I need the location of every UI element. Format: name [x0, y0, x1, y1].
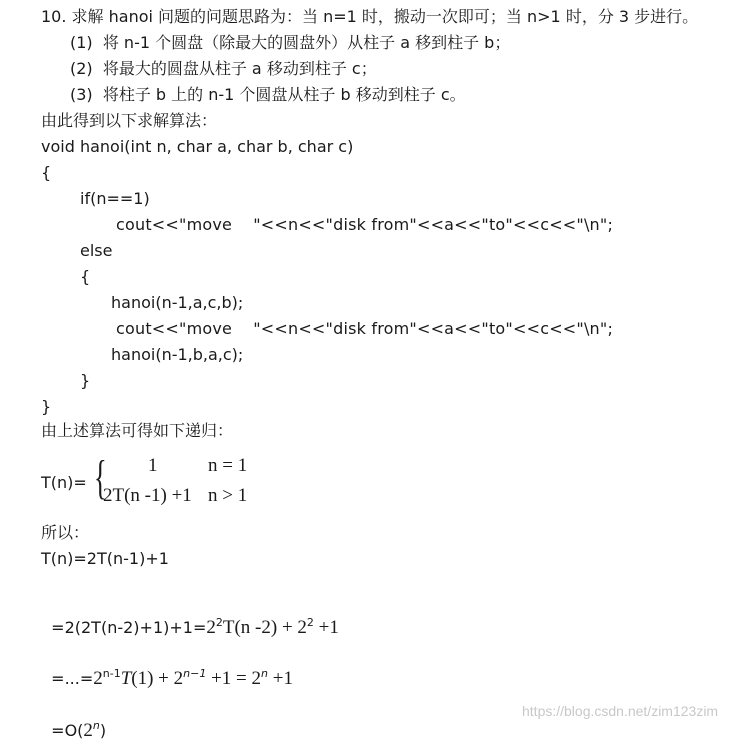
line-2-exponent: 2: [215, 616, 223, 629]
derivation-line-1: T(n)=2T(n-1)+1: [41, 549, 169, 568]
line-4-prefix: =O(: [51, 721, 84, 740]
line-3-prefix: =...=: [51, 669, 94, 688]
code-inner-close-brace: }: [80, 371, 91, 390]
problem-heading: 10. 求解 hanoi 问题的问题思路为：当 n=1 时，搬动一次即可；当 n>1 时，分 3 步进行。: [41, 7, 699, 26]
line-2-exponent-2: 2: [306, 616, 314, 629]
code-if: if(n==1): [80, 189, 150, 208]
code-call-1: hanoi(n-1,a,c,b);: [111, 293, 244, 312]
line-4-base: 2: [83, 720, 93, 741]
line-3-term-a: 2: [93, 668, 103, 689]
code-else: else: [80, 241, 113, 260]
code-inner-open-brace: {: [80, 267, 91, 286]
case-2-condition: n > 1: [208, 485, 248, 506]
step-1: (1) 将 n-1 个圆盘（除最大的圆盘外）从柱子 a 移到柱子 b；: [70, 33, 511, 52]
line-2-middle: T(n -2) + 2: [222, 617, 307, 638]
derivation-line-2: [41, 590, 339, 639]
code-signature: void hanoi(int n, char a, char b, char c): [41, 137, 354, 156]
line-2-tail: +1: [313, 617, 339, 638]
code-call-2: hanoi(n-1,b,a,c);: [111, 345, 244, 364]
code-cout-1: cout<<"move "<<n<<"disk from"<<a<<"to"<<c<<"\n";: [116, 215, 614, 234]
so-label: 所以：: [41, 523, 90, 542]
line-3-exponent-d: n: [261, 667, 269, 680]
code-cout-2: cout<<"move "<<n<<"disk from"<<a<<"to"<<c<<"\n";: [116, 319, 614, 338]
step-3: (3) 将柱子 b 上的 n-1 个圆盘从柱子 b 移动到柱子 c。: [70, 85, 466, 104]
watermark-url: https://blog.csdn.net/zim123zim: [522, 703, 719, 719]
derivation-line-4: [41, 693, 106, 742]
line-2-power-base: 2: [206, 617, 216, 638]
line-3-exponent-c: n−1: [183, 667, 207, 680]
code-open-brace: {: [41, 163, 52, 182]
case-1-value: 1: [148, 455, 158, 476]
code-close-brace: }: [41, 397, 52, 416]
algorithm-intro: 由此得到以下求解算法：: [41, 111, 218, 130]
line-4-suffix: ): [99, 721, 107, 740]
left-brace-symbol: {: [94, 451, 107, 504]
line-3-term-b: [121, 668, 132, 689]
step-2: (2) 将最大的圆盘从柱子 a 移动到柱子 c；: [70, 59, 377, 78]
case-2-value: 2T(n -1) +1: [103, 485, 192, 506]
line-3-exponent-a: n-1: [102, 667, 121, 680]
line-3-term-e: +1: [268, 668, 293, 689]
line-3-function-t: T: [120, 668, 132, 689]
case-1-condition: n = 1: [208, 455, 248, 476]
recurrence-intro: 由上述算法可得如下递归：: [41, 421, 234, 440]
line-4-exponent: n: [92, 719, 100, 732]
recurrence-lhs: T(n)=: [41, 473, 87, 492]
line-3-term-c: (1) + 2: [131, 668, 184, 689]
line-2-prefix: =2(2T(n-2)+1)+1=: [51, 618, 207, 637]
line-3-term-d: +1 = 2: [206, 668, 262, 689]
derivation-line-3: [41, 641, 293, 690]
